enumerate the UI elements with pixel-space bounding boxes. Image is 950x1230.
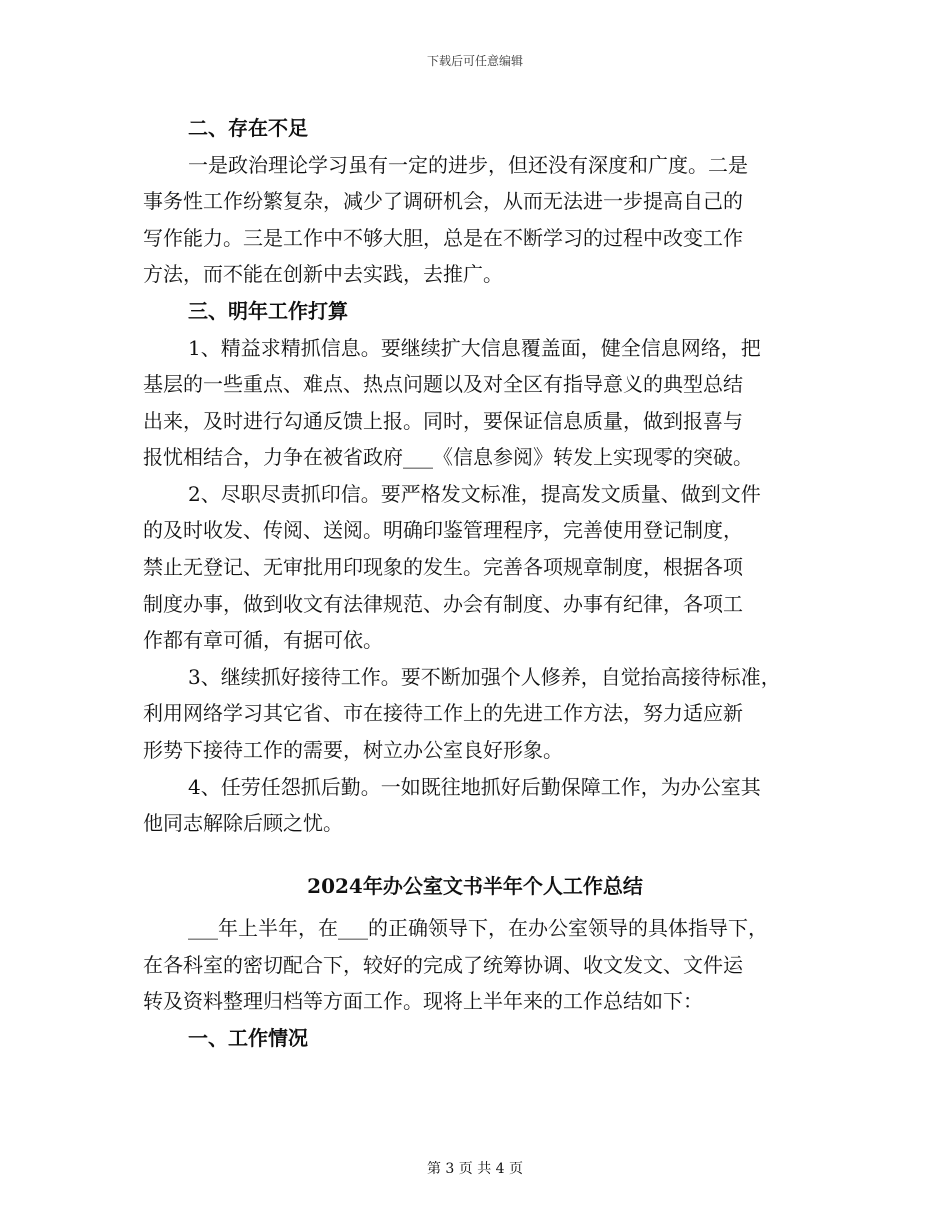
page-header-note: 下载后可任意编辑	[426, 54, 523, 68]
paragraph-line: 制度办事，做到收文有法律规范、办会有制度、办事有纪律，各项工	[143, 592, 743, 616]
paragraph-line: 一是政治理论学习虽有一定的进步，但还没有深度和广度。二是	[188, 153, 748, 177]
section-heading-work: 一、工作情况	[188, 1026, 308, 1050]
paragraph-line: 利用网络学习其它省、市在接待工作上的先进工作方法，努力适应新	[143, 701, 743, 725]
section-heading-plan: 三、明年工作打算	[188, 299, 348, 323]
paragraph-line: 事务性工作纷繁复杂，减少了调研机会，从而无法进一步提高自己的	[143, 189, 743, 213]
paragraph-line: 在各科室的密切配合下，较好的完成了统筹协调、收文发文、文件运	[143, 953, 743, 977]
paragraph-line: 转及资料整理归档等方面工作。现将上半年来的工作总结如下：	[143, 989, 703, 1013]
paragraph-line: 4、任劳任怨抓后勤。一如既往地抓好后勤保障工作，为办公室其	[188, 775, 761, 799]
paragraph-line: 报忧相结合，力争在被省政府___《信息参阅》转发上实现零的突破。	[143, 445, 753, 469]
paragraph-line: 1、精益求精抓信息。要继续扩大信息覆盖面，健全信息网络，把	[188, 336, 761, 360]
paragraph-line: 2、尽职尽责抓印信。要严格发文标准，提高发文质量、做到文件	[188, 482, 761, 506]
paragraph-line: 出来，及时进行勾通反馈上报。同时，要保证信息质量，做到报喜与	[143, 409, 743, 433]
paragraph-line: 禁止无登记、无审批用印现象的发生。完善各项规章制度，根据各项	[143, 555, 743, 579]
paragraph-line: 作都有章可循，有据可依。	[143, 628, 383, 652]
paragraph-line: 形势下接待工作的需要，树立办公室良好形象。	[143, 738, 563, 762]
paragraph-line: 写作能力。三是工作中不够大胆，总是在不断学习的过程中改变工作	[143, 226, 743, 250]
page-number: 第 3 页 共 4 页	[426, 1161, 524, 1177]
paragraph-line: 3、继续抓好接待工作。要不断加强个人修养，自觉抬高接待标准，	[188, 665, 781, 689]
paragraph-line: 的及时收发、传阅、送阅。明确印鉴管理程序，完善使用登记制度，	[143, 518, 743, 542]
paragraph-line: 方法，而不能在创新中去实践，去推广。	[143, 262, 503, 286]
paragraph-line: 基层的一些重点、难点、热点问题以及对全区有指导意义的典型总结	[143, 372, 743, 396]
paragraph-line: 他同志解除后顾之忧。	[143, 811, 343, 835]
paragraph-line: ___年上半年，在___的正确领导下，在办公室领导的具体指导下，	[188, 916, 768, 940]
section-heading-shortcomings: 二、存在不足	[188, 116, 308, 140]
document-title: 2024年办公室文书半年个人工作总结	[307, 874, 643, 898]
